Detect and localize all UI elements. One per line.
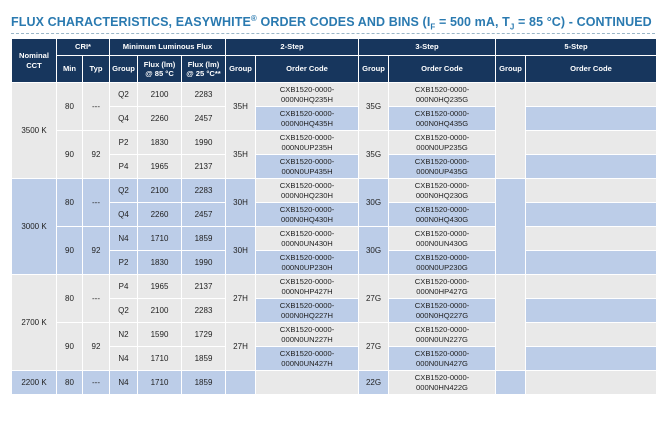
flux-25-cell: 2283 <box>182 179 226 203</box>
step2-order-code-cell: CXB1520-0000-000N0HQ235H <box>256 83 359 107</box>
flux-85-cell: 1830 <box>138 131 182 155</box>
flux-25-cell: 1729 <box>182 323 226 347</box>
step5-group-cell <box>496 83 526 179</box>
flux-85-cell: 1830 <box>138 251 182 275</box>
header-5step-order-code: Order Code <box>526 56 657 83</box>
step3-group-cell: 27G <box>359 323 389 371</box>
step3-group-cell: 27G <box>359 275 389 323</box>
cri-min-cell: 80 <box>57 275 83 323</box>
flux-25-cell: 2137 <box>182 275 226 299</box>
step3-group-cell: 35G <box>359 131 389 179</box>
flux-85-cell: 1710 <box>138 371 182 395</box>
step2-group-cell: 35H <box>226 83 256 131</box>
cri-typ-cell: 92 <box>83 323 110 371</box>
header-min-luminous-flux: Minimum Luminous Flux <box>110 39 226 56</box>
flux-group-cell: P4 <box>110 155 138 179</box>
flux-85-cell: 2100 <box>138 299 182 323</box>
flux-25-cell: 2457 <box>182 203 226 227</box>
flux-group-cell: P4 <box>110 275 138 299</box>
flux-85-cell: 2260 <box>138 203 182 227</box>
flux-group-cell: N4 <box>110 227 138 251</box>
flux-85-cell: 2260 <box>138 107 182 131</box>
step3-order-code-cell: CXB1520-0000-000N0UN427G <box>389 347 496 371</box>
flux-85-cell: 1710 <box>138 227 182 251</box>
step2-order-code-cell: CXB1520-0000-000N0HQ230H <box>256 179 359 203</box>
step2-group-cell: 30H <box>226 227 256 275</box>
header-3-step: 3-Step <box>359 39 496 56</box>
cri-typ-cell: 92 <box>83 227 110 275</box>
flux-group-cell: Q2 <box>110 83 138 107</box>
step3-order-code-cell: CXB1520-0000-000N0UN430G <box>389 227 496 251</box>
flux-85-cell: 1710 <box>138 347 182 371</box>
step2-order-code-cell: CXB1520-0000-000N0HQ227H <box>256 299 359 323</box>
header-2step-order-code: Order Code <box>256 56 359 83</box>
header-5-step: 5-Step <box>496 39 657 56</box>
step3-order-code-cell: CXB1520-0000-000N0HQ230G <box>389 179 496 203</box>
step5-order-code-cell <box>526 227 657 251</box>
step3-order-code-cell: CXB1520-0000-000N0UP230G <box>389 251 496 275</box>
cct-cell: 3500 K <box>12 83 57 179</box>
flux-group-cell: P2 <box>110 251 138 275</box>
flux-85-cell: 1965 <box>138 275 182 299</box>
flux-table <box>11 38 657 395</box>
flux-group-cell: Q2 <box>110 179 138 203</box>
flux-25-cell: 1990 <box>182 251 226 275</box>
step5-group-cell <box>496 371 526 395</box>
header-3step-order-code: Order Code <box>389 56 496 83</box>
cct-cell: 2700 K <box>12 275 57 371</box>
step2-order-code-cell: CXB1520-0000-000N0UP235H <box>256 131 359 155</box>
flux-85-cell: 2100 <box>138 179 182 203</box>
header-flux-25c: Flux (lm) @ 25 °C** <box>182 56 226 83</box>
header-2-step: 2-Step <box>226 39 359 56</box>
step5-order-code-cell <box>526 203 657 227</box>
step5-order-code-cell <box>526 131 657 155</box>
step3-order-code-cell: CXB1520-0000-000N0HN422G <box>389 371 496 395</box>
step5-order-code-cell <box>526 179 657 203</box>
step2-order-code-cell: CXB1520-0000-000N0HQ430H <box>256 203 359 227</box>
step3-order-code-cell: CXB1520-0000-000N0HP427G <box>389 275 496 299</box>
title-divider <box>11 33 655 34</box>
cri-typ-cell: --- <box>83 83 110 131</box>
flux-25-cell: 2283 <box>182 299 226 323</box>
flux-25-cell: 1859 <box>182 371 226 395</box>
cct-cell: 3000 K <box>12 179 57 275</box>
step2-order-code-cell: CXB1520-0000-000N0HQ435H <box>256 107 359 131</box>
flux-group-cell: P2 <box>110 131 138 155</box>
step2-group-cell: 35H <box>226 131 256 179</box>
step5-group-cell <box>496 179 526 275</box>
flux-85-cell: 1965 <box>138 155 182 179</box>
flux-group-cell: Q4 <box>110 107 138 131</box>
step2-order-code-cell: CXB1520-0000-000N0UP435H <box>256 155 359 179</box>
cri-min-cell: 90 <box>57 227 83 275</box>
cri-min-cell: 90 <box>57 323 83 371</box>
step2-order-code-cell: CXB1520-0000-000N0UN227H <box>256 323 359 347</box>
header-cri-min: Min <box>57 56 83 83</box>
step3-order-code-cell: CXB1520-0000-000N0UN227G <box>389 323 496 347</box>
header-cri-typ: Typ <box>83 56 110 83</box>
cri-min-cell: 90 <box>57 131 83 179</box>
step3-order-code-cell: CXB1520-0000-000N0UP235G <box>389 131 496 155</box>
page-title: FLUX CHARACTERISTICS, EASYWHITE® ORDER CODES AND BINS ($I_F = 500$ mA, $T_J = 85$ °C) - CONTINUED <box>11 14 652 32</box>
step5-order-code-cell <box>526 251 657 275</box>
step2-order-code-cell: CXB1520-0000-000N0UN427H <box>256 347 359 371</box>
step5-group-cell <box>496 275 526 371</box>
step2-group-cell: 30H <box>226 179 256 227</box>
flux-85-cell: 1590 <box>138 323 182 347</box>
step3-order-code-cell: CXB1520-0000-000N0HQ235G <box>389 83 496 107</box>
step3-group-cell: 30G <box>359 227 389 275</box>
flux-25-cell: 2457 <box>182 107 226 131</box>
cri-typ-cell: --- <box>83 371 110 395</box>
step5-order-code-cell <box>526 83 657 107</box>
cct-cell: 2200 K <box>12 371 57 395</box>
step5-order-code-cell <box>526 299 657 323</box>
flux-group-cell: Q4 <box>110 203 138 227</box>
flux-25-cell: 1990 <box>182 131 226 155</box>
step2-order-code-cell: CXB1520-0000-000N0HP427H <box>256 275 359 299</box>
cri-typ-cell: --- <box>83 275 110 323</box>
step2-order-code-cell: CXB1520-0000-000N0UN430H <box>256 227 359 251</box>
step5-order-code-cell <box>526 347 657 371</box>
header-5step-group: Group <box>496 56 526 83</box>
header-cri: CRI* <box>57 39 110 56</box>
cri-min-cell: 80 <box>57 179 83 227</box>
step2-group-cell <box>226 371 256 395</box>
step2-group-cell: 27H <box>226 323 256 371</box>
flux-25-cell: 1859 <box>182 227 226 251</box>
flux-85-cell: 2100 <box>138 83 182 107</box>
flux-group-cell: N4 <box>110 371 138 395</box>
step3-group-cell: 22G <box>359 371 389 395</box>
flux-group-cell: N4 <box>110 347 138 371</box>
step3-order-code-cell: CXB1520-0000-000N0HQ435G <box>389 107 496 131</box>
cri-typ-cell: --- <box>83 179 110 227</box>
step3-group-cell: 35G <box>359 83 389 131</box>
header-nominal-cct: Nominal CCT <box>12 39 57 83</box>
cri-typ-cell: 92 <box>83 131 110 179</box>
step5-order-code-cell <box>526 155 657 179</box>
flux-25-cell: 1859 <box>182 347 226 371</box>
step3-order-code-cell: CXB1520-0000-000N0HQ227G <box>389 299 496 323</box>
header-flux-group: Group <box>110 56 138 83</box>
step5-order-code-cell <box>526 107 657 131</box>
cri-min-cell: 80 <box>57 83 83 131</box>
flux-25-cell: 2137 <box>182 155 226 179</box>
step5-order-code-cell <box>526 371 657 395</box>
step3-order-code-cell: CXB1520-0000-000N0HQ430G <box>389 203 496 227</box>
flux-group-cell: N2 <box>110 323 138 347</box>
flux-group-cell: Q2 <box>110 299 138 323</box>
header-2step-group: Group <box>226 56 256 83</box>
step5-order-code-cell <box>526 323 657 347</box>
step2-order-code-cell <box>256 371 359 395</box>
step2-group-cell: 27H <box>226 275 256 323</box>
step5-order-code-cell <box>526 275 657 299</box>
header-flux-85c: Flux (lm) @ 85 °C <box>138 56 182 83</box>
flux-25-cell: 2283 <box>182 83 226 107</box>
step3-group-cell: 30G <box>359 179 389 227</box>
cri-min-cell: 80 <box>57 371 83 395</box>
header-3step-group: Group <box>359 56 389 83</box>
step2-order-code-cell: CXB1520-0000-000N0UP230H <box>256 251 359 275</box>
step3-order-code-cell: CXB1520-0000-000N0UP435G <box>389 155 496 179</box>
